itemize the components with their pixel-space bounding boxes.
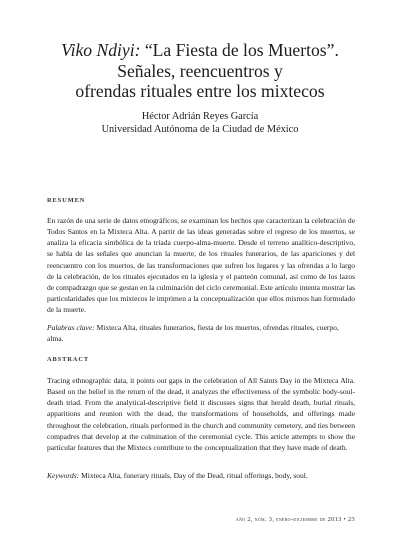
- footer-text: año 2, núm. 3, enero-diciembre de 2013 • 23: [235, 516, 355, 523]
- abstract-keywords-label: Keywords:: [47, 471, 80, 480]
- title-line-1: [20, 40, 380, 61]
- page-footer: [236, 516, 355, 523]
- resumen-keywords-list: Mixteca Alta, rituales funerarios, fiesta de los muertos, ofrendas rituales, cuerpo, alma.: [47, 323, 339, 344]
- resumen-keywords-label: Palabras clave:: [47, 323, 95, 332]
- title-italic-part: Viko Ndiyi:: [61, 40, 141, 60]
- abstract-keywords-list: Mixteca Alta, funerary rituals, Day of the Dead, ritual offerings, body, soul.: [79, 471, 308, 480]
- title-line-3: ofrendas rituales entre los mixtecos: [75, 81, 325, 101]
- article-title: [20, 40, 380, 102]
- abstract-text: Tracing ethnographic data, it points out gaps in the celebration of All Saints Day in the Mixteca Alta. Based on the belief in the return of the dead, it analyzes the effectiveness of the symbolic body-soul-death triad. From the analytical-descriptive field it discusses signs that herald death, burial rituals, apparitions and reunion with the dead, the transformations of households, and offerings made throughout the celebration, rituals performed in the church and community cemetery, and ties between compadres that develop at the culmination of the ceremonial cycle. This article attempts to show the particular features that the Mixtecs contribute to the conceptualization that they have made of death.: [47, 376, 355, 452]
- author-block: [20, 110, 380, 136]
- title-line-2: Señales, reencuentros y: [117, 60, 283, 81]
- resumen-heading: RESUMEN: [47, 197, 86, 204]
- author-name: Héctor Adrián Reyes García: [141, 111, 259, 122]
- resumen-keywords: [47, 322, 355, 344]
- title-line-1-rest: “La Fiesta de los Muertos”.: [140, 40, 339, 60]
- resumen-text: En razón de una serie de datos etnográficos, se examinan los hechos que caracterizan la celebración de Todos Santos en la Mixteca Alta. A partir de las ideas generadas sobre el regreso de los muertos, se analiza la eficacia simbólica de la tríada cuerpo-alma-muerte. Desde el terreno analítico-descriptivo, se habla de las señales que anuncian la muerte, de los rituales funerarios, de las apariciones y del reencuentro con los muertos, de las transformaciones que sufren los lugares y las ofrendas a lo largo de la celebración, de los rituales ejecutados en la iglesia y el panteón comunal, así como de los lazos de compadrazgo que se gestan en la culminación del ciclo ceremonial. Este artículo intenta mostrar las particularidades que los mixtecos le imprimen a la conceptualización que ellos mismos han formulado de la muerte.: [47, 216, 355, 315]
- abstract-keywords: [47, 470, 355, 481]
- abstract-heading: ABSTRACT: [47, 356, 90, 363]
- author-affiliation: Universidad Autónoma de la Ciudad de México: [101, 124, 299, 135]
